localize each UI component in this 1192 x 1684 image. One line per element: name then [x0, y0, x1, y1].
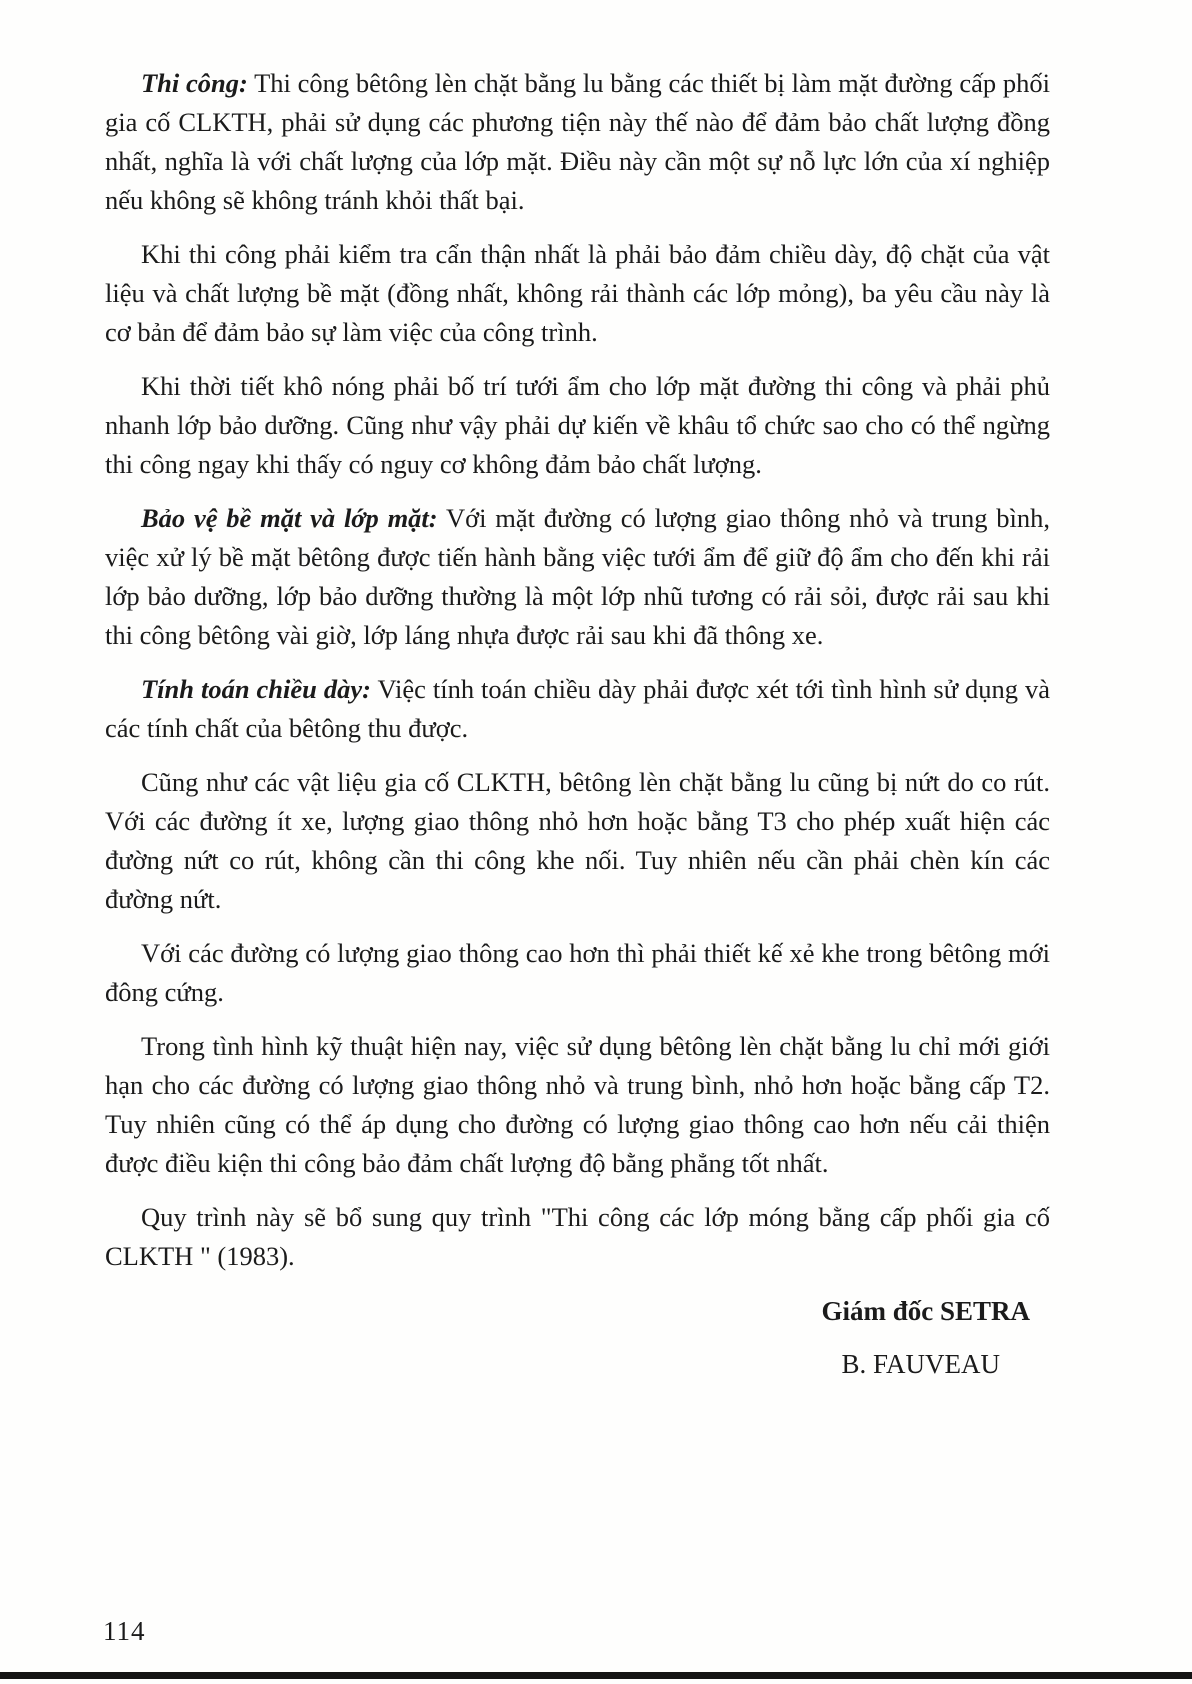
paragraph-text: Với mặt đường có lượng giao thông nhỏ và trung bình, việc xử lý bề mặt bêtông được tiến hành bằng việc tưới ẩm để giữ độ ẩm cho đến khi rải lớp bảo dưỡng, lớp bảo dưỡng thường là một lớp nhũ tương có rải sỏi, được rải sau khi thi công bêtông vài giờ, lớp láng nhựa được rải sau khi đã thông xe.: [105, 503, 1050, 650]
paragraph-text: Trong tình hình kỹ thuật hiện nay, việc sử dụng bêtông lèn chặt bằng lu chỉ mới giới hạn cho các đường có lượng giao thông nhỏ và trung bình, nhỏ hơn hoặc bằng cấp T2. Tuy nhiên cũng có thể áp dụng cho đường có lượng giao thông cao hơn nếu cải thiện được điều kiện thi công bảo đảm chất lượng độ bằng phẳng tốt nhất.: [105, 1031, 1050, 1178]
paragraph: [105, 1027, 1050, 1183]
paragraph-text: Với các đường có lượng giao thông cao hơn thì phải thiết kế xẻ khe trong bêtông mới đông cứng.: [105, 938, 1050, 1007]
paragraph: [105, 367, 1050, 484]
paragraph-tinh-toan: [105, 670, 1050, 748]
paragraph-lead: Tính toán chiều dày:: [141, 674, 371, 704]
paragraph-text: Thi công bêtông lèn chặt bằng lu bằng các thiết bị làm mặt đường cấp phối gia cố CLKTH, phải sử dụng các phương tiện này thế nào để đảm bảo chất lượng đồng nhất, nghĩa là với chất lượng của lớp mặt. Điều này cần một sự nỗ lực lớn của xí nghiệp nếu không sẽ không tránh khỏi thất bại.: [105, 68, 1050, 215]
paragraph-text: Quy trình này sẽ bổ sung quy trình "Thi công các lớp móng bằng cấp phối gia cố CLKTH " (1983).: [105, 1202, 1050, 1271]
signature-name: B. FAUVEAU: [841, 1349, 1000, 1379]
paragraph-bao-ve: [105, 499, 1050, 655]
paragraph-text: Khi thời tiết khô nóng phải bố trí tưới ẩm cho lớp mặt đường thi công và phải phủ nhanh lớp bảo dưỡng. Cũng như vậy phải dự kiến về khâu tổ chức sao cho có thể ngừng thi công ngay khi thấy có nguy cơ không đảm bảo chất lượng.: [105, 371, 1050, 479]
scan-edge-bar: [0, 1672, 1192, 1679]
paragraph: [105, 934, 1050, 1012]
signature-title: Giám đốc SETRA: [821, 1296, 1030, 1326]
paragraph-lead: Bảo vệ bề mặt và lớp mặt:: [141, 503, 438, 533]
page-number: 114: [103, 1616, 146, 1646]
paragraph-text: Cũng như các vật liệu gia cố CLKTH, bêtông lèn chặt bằng lu cũng bị nứt do co rút. Với các đường ít xe, lượng giao thông nhỏ hơn hoặc bằng T3 cho phép xuất hiện các đường nứt co rút, không cần thi công khe nối. Tuy nhiên nếu cần phải chèn kín các đường nứt.: [105, 767, 1050, 914]
signature-block: [105, 1292, 1050, 1384]
paragraph-quy-trinh: [105, 1198, 1050, 1276]
paragraph: [105, 763, 1050, 919]
paragraph-text: Khi thi công phải kiểm tra cẩn thận nhất là phải bảo đảm chiều dày, độ chặt của vật liệu và chất lượng bề mặt (đồng nhất, không rải thành các lớp mỏng), ba yêu cầu này là cơ bản để đảm bảo sự làm việc của công trình.: [105, 239, 1050, 347]
paragraph-text: Việc tính toán chiều dày phải được xét tới tình hình sử dụng và các tính chất của bêtông thu được.: [105, 674, 1051, 743]
page-body: [105, 0, 1050, 1384]
paragraph-lead: Thi công:: [141, 68, 248, 98]
paragraph-thi-cong: [105, 64, 1050, 220]
paragraph: [105, 235, 1050, 352]
